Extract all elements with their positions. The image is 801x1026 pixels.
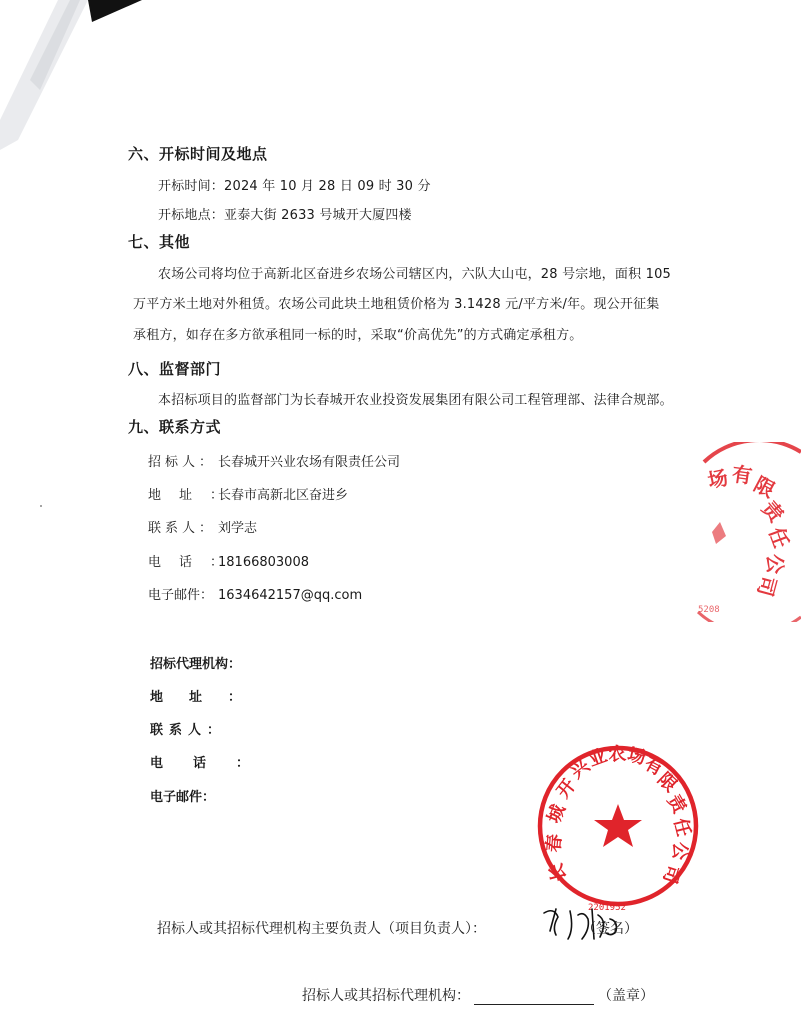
email-value: 1634642157@qq.com xyxy=(218,588,363,603)
address-value: 长春市高新北区奋进乡 xyxy=(218,488,349,503)
contact-email-row xyxy=(148,584,362,603)
seal-large-char: 场 xyxy=(625,744,648,769)
seal-large-char: 春 xyxy=(543,833,566,854)
agency-email-label: 电子邮件： xyxy=(150,790,216,805)
org-seal-blank[interactable] xyxy=(474,990,594,1005)
seal-small-char: 有 xyxy=(730,461,754,489)
section-seven-heading: 七、其他 xyxy=(128,233,191,251)
agency-address-row xyxy=(150,686,267,705)
seal-large-char: 农 xyxy=(607,743,627,766)
section-six-heading: 六、开标时间及地点 xyxy=(128,145,268,163)
seal-large-number: 2201952 xyxy=(588,903,626,913)
company-seal-partial xyxy=(690,442,801,622)
seal-small-char: 场 xyxy=(705,465,731,493)
contact-phone-row xyxy=(148,551,309,570)
scan-artifact xyxy=(0,0,150,150)
contact-value: 刘学志 xyxy=(218,521,258,536)
seal-small-char: 责 xyxy=(757,495,789,527)
contact-label: 联系人： xyxy=(148,521,217,536)
seal-large-char: 任 xyxy=(669,816,695,839)
contact-person-row xyxy=(148,517,257,536)
other-line-1: 农场公司将均位于高新北区奋进乡农场公司辖区内，六队大山屯，28 号宗地，面积 105 xyxy=(158,267,672,282)
agency-email-row xyxy=(150,786,215,805)
principal-signature-label: 招标人或其招标代理机构主要负责人（项目负责人）： xyxy=(157,921,486,937)
tenderer-label: 招标人： xyxy=(148,455,217,470)
opening-place: 开标地点：亚泰大街 2633 号城开大厦四楼 xyxy=(158,208,412,223)
agency-address-label: 地址： xyxy=(150,690,268,705)
seal-small-char: 限 xyxy=(750,471,779,503)
opening-time: 开标时间：2024 年 10 月 28 日 09 时 30 分 xyxy=(158,179,431,194)
supervision-text: 本招标项目的监督部门为长春城开农业投资发展集团有限公司工程管理部、法律合规部。 xyxy=(158,393,673,408)
scan-dot xyxy=(40,505,42,507)
seal-large-char: 开 xyxy=(552,775,581,803)
phone-value: 18166803008 xyxy=(218,555,309,570)
contact-address-row xyxy=(148,484,348,503)
agency-contact-row xyxy=(150,719,226,738)
org-seal-row xyxy=(302,985,654,1005)
other-line-2: 万平方米土地对外租赁。农场公司此块土地租赁价格为 3.1428 元/平方米/年。现公开征集 xyxy=(133,297,660,312)
seal-star xyxy=(594,804,642,847)
principal-signature-suffix: （签名） xyxy=(582,921,638,937)
seal-large-char: 责 xyxy=(662,791,690,818)
seal-small-number: 5208 xyxy=(698,605,720,615)
seal-small-char: 任 xyxy=(764,524,794,552)
seal-large-char: 长 xyxy=(545,860,571,884)
seal-large-char: 兴 xyxy=(566,755,594,784)
seal-small-char: 司 xyxy=(752,573,782,600)
seal-large-char: 城 xyxy=(543,801,570,827)
seal-large-char: 司 xyxy=(658,862,685,886)
agency-phone-row xyxy=(150,752,279,771)
contact-tenderer-row xyxy=(148,451,400,470)
org-seal-suffix: （盖章） xyxy=(598,988,654,1004)
seal-small-char: 公 xyxy=(762,553,788,575)
section-nine-heading: 九、联系方式 xyxy=(128,418,222,436)
seal-large-char: 业 xyxy=(585,745,610,771)
email-label: 电子邮件： xyxy=(148,588,214,603)
principal-signature-row xyxy=(157,918,638,938)
agency-title: 招标代理机构： xyxy=(150,657,242,672)
tenderer-value: 长春城开兴业农场有限责任公司 xyxy=(218,455,401,470)
agency-contact-label: 联系人： xyxy=(150,723,227,738)
seal-large-char: 有 xyxy=(640,753,667,781)
org-seal-label: 招标人或其招标代理机构： xyxy=(302,988,470,1004)
seal-large-char: 限 xyxy=(653,768,681,797)
other-line-3: 承租方，如存在多方欲承租同一标的时，采取“价高优先”的方式确定承租方。 xyxy=(133,328,583,343)
address-label: 地址： xyxy=(148,488,242,503)
section-eight-heading: 八、监督部门 xyxy=(128,360,222,378)
agency-phone-label: 电话： xyxy=(150,756,280,771)
seal-large-char: 公 xyxy=(668,841,691,861)
phone-label: 电话： xyxy=(148,555,242,570)
